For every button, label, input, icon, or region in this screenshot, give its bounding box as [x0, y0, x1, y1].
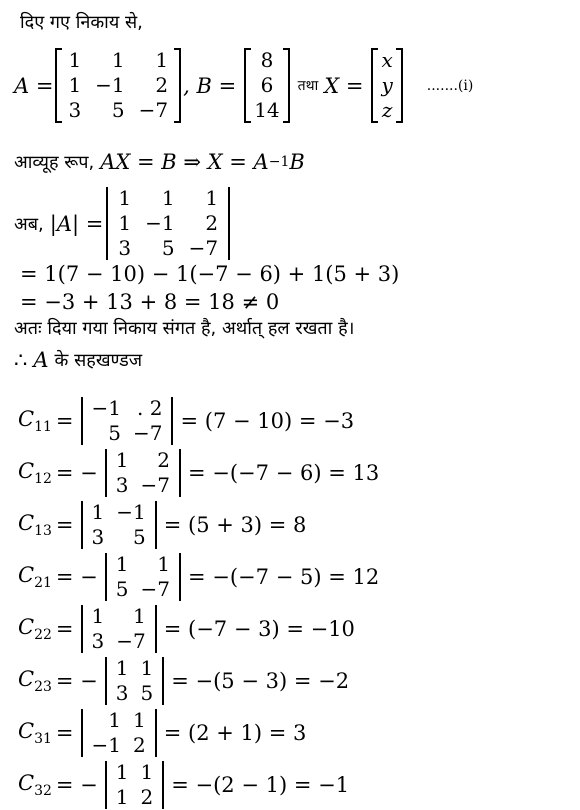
matrix-cell: 1: [133, 604, 146, 628]
matrix-form-line: [14, 150, 305, 174]
determinant-step-1: [20, 262, 399, 286]
cofactor-sign: =: [55, 721, 74, 745]
matrix-cell: −1: [95, 73, 125, 97]
matrix-cell: −1: [91, 396, 121, 420]
cofactor-minor: [80, 708, 158, 758]
matrix-form-tail: B: [289, 150, 305, 174]
determinant-value: = −3 + 13 + 8 = 18 ≠ 0: [20, 290, 280, 314]
matrix-cell: . 2: [137, 396, 163, 420]
matrix-x: [371, 48, 402, 123]
cofactor-sign: = −: [55, 669, 98, 693]
matrix-cell: 2: [155, 73, 169, 97]
matrix-cell: 1: [140, 760, 154, 784]
a-label: A =: [14, 73, 54, 98]
matrix-cell: −7: [140, 473, 170, 497]
matrix-cell: 3: [115, 681, 129, 705]
cofactor-sign: =: [55, 409, 74, 433]
determinant-label: अब,: [14, 213, 44, 235]
matrix-cell: 1: [118, 211, 132, 235]
system-definition: [14, 48, 473, 123]
determinant-step-2: [20, 290, 279, 314]
cofactor-symbol: $C_{11}$: [18, 407, 52, 435]
matrix-cell: 1: [115, 656, 129, 680]
matrix-cell: 3: [115, 473, 129, 497]
matrix-cell: 1: [91, 500, 105, 524]
matrix-cell: 5: [133, 525, 146, 549]
cofactor-symbol: $C_{23}$: [18, 667, 52, 695]
cofactor-subscript: 23: [34, 679, 52, 695]
matrix-cell: 5: [161, 236, 175, 260]
cofactor-row-22: [18, 604, 355, 654]
determinant-lhs: |A| =: [49, 211, 104, 236]
cofactor-symbol: $C_{32}$: [18, 771, 52, 799]
matrix-cell: y: [381, 73, 393, 97]
cofactor-subscript: 22: [34, 627, 52, 643]
matrix-cell: 1: [205, 186, 219, 210]
matrix-cell: 2: [157, 448, 170, 472]
inverse-exponent: −1: [268, 154, 290, 170]
matrix-cell: 3: [91, 525, 105, 549]
cofactor-symbol: $C_{13}$: [18, 511, 52, 539]
cofactor-result: = (7 − 10) = −3: [180, 409, 355, 433]
matrix-cell: 1: [155, 48, 169, 72]
matrix-cell: −1: [91, 733, 121, 757]
cofactor-symbol: $C_{12}$: [18, 459, 52, 487]
cofactor-result: = (2 + 1) = 3: [163, 721, 307, 745]
b-label: , B =: [183, 73, 237, 98]
heading-text: के सहखण्डज: [54, 350, 143, 371]
matrix-form-equation: AX = B ⇒ X = A: [100, 150, 269, 174]
determinant-expansion: = 1(7 − 10) − 1(−7 − 6) + 1(5 + 3): [20, 262, 400, 286]
cofactor-heading: [14, 348, 142, 372]
matrix-cell: 3: [91, 629, 105, 653]
cofactor-minor: [80, 500, 158, 550]
cofactor-symbol: $C_{21}$: [18, 563, 52, 591]
matrix-cell: 1: [68, 73, 82, 97]
cofactor-result: = (5 + 3) = 8: [163, 513, 307, 537]
matrix-cell: −7: [140, 577, 170, 601]
cofactor-minor: [104, 448, 182, 498]
matrix-cell: 1: [115, 785, 129, 809]
matrix-cell: 3: [118, 236, 132, 260]
matrix-cell: 1: [157, 552, 170, 576]
matrix-cell: 8: [260, 48, 274, 72]
cofactor-subscript: 31: [34, 731, 52, 747]
matrix-cell: −1: [145, 211, 175, 235]
matrix-cell: 1: [111, 48, 125, 72]
cofactor-row-21: [18, 552, 379, 602]
matrix-cell: 2: [133, 733, 146, 757]
cofactor-row-13: [18, 500, 306, 550]
heading-a: A: [33, 348, 49, 372]
cofactor-row-32: [18, 760, 349, 810]
determinant-line: [14, 186, 233, 261]
tatha-text: तथा: [297, 78, 319, 94]
matrix-cell: −7: [116, 629, 146, 653]
equation-tag: .......(i): [426, 77, 474, 94]
conclusion-text: अतः दिया गया निकाय संगत है, अर्थात् हल रखता है।: [14, 318, 355, 339]
cofactor-sign: =: [55, 513, 74, 537]
matrix-cell: 5: [111, 98, 125, 122]
matrix-cell: −7: [133, 421, 163, 445]
cofactor-minor: [104, 656, 165, 706]
matrix-cell: 1: [115, 760, 129, 784]
matrix-cell: 1: [118, 186, 132, 210]
cofactor-subscript: 13: [34, 523, 52, 539]
matrix-cell: x: [381, 48, 393, 72]
cofactor-minor: [80, 396, 175, 446]
cofactor-result: = −(5 − 3) = −2: [171, 669, 350, 693]
cofactor-result: = −(2 − 1) = −1: [171, 773, 350, 797]
matrix-cell: 1: [91, 604, 105, 628]
matrix-cell: −7: [138, 98, 169, 122]
cofactor-subscript: 11: [34, 419, 52, 435]
cofactor-result: = (−7 − 3) = −10: [163, 617, 355, 641]
cofactor-subscript: 12: [34, 471, 52, 487]
matrix-cell: 6: [260, 73, 274, 97]
matrix-form-label: आव्यूह रूप,: [14, 152, 95, 173]
matrix-cell: 3: [68, 98, 82, 122]
cofactor-row-23: [18, 656, 349, 706]
cofactor-symbol: $C_{22}$: [18, 615, 52, 643]
matrix-cell: 1: [161, 186, 175, 210]
cofactor-row-12: [18, 448, 379, 498]
matrix-cell: 1: [133, 708, 146, 732]
cofactor-sign: = −: [55, 461, 98, 485]
conclusion-line: [14, 316, 354, 340]
matrix-cell: −1: [116, 500, 146, 524]
matrix-cell: −7: [188, 236, 219, 260]
matrix-cell: 5: [115, 577, 129, 601]
matrix-cell: 1: [115, 448, 129, 472]
cofactor-minor: [80, 604, 158, 654]
matrix-cell: 1: [115, 552, 129, 576]
matrix-cell: 14: [254, 98, 280, 122]
matrix-cell: 2: [205, 211, 219, 235]
matrix-cell: 5: [140, 681, 154, 705]
cofactor-row-11: [18, 396, 354, 446]
therefore-symbol: ∴: [14, 348, 28, 372]
cofactor-row-31: [18, 708, 306, 758]
intro-line: [20, 10, 143, 34]
x-label: X =: [324, 73, 364, 98]
cofactor-minor: [104, 760, 165, 810]
determinant-a: [105, 186, 231, 261]
cofactor-sign: = −: [55, 773, 98, 797]
matrix-cell: 1: [140, 656, 154, 680]
matrix-cell: 1: [108, 708, 121, 732]
cofactor-subscript: 32: [34, 783, 52, 799]
cofactor-symbol: $C_{31}$: [18, 719, 52, 747]
matrix-cell: 2: [140, 785, 154, 809]
cofactor-result: = −(−7 − 5) = 12: [188, 565, 380, 589]
matrix-cell: 5: [108, 421, 121, 445]
cofactor-sign: =: [55, 617, 74, 641]
intro-text: दिए गए निकाय से,: [20, 12, 143, 33]
cofactor-subscript: 21: [34, 575, 52, 591]
cofactor-result: = −(−7 − 6) = 13: [188, 461, 380, 485]
cofactor-minor: [104, 552, 182, 602]
cofactor-sign: = −: [55, 565, 98, 589]
matrix-a: [55, 48, 181, 123]
matrix-cell: 1: [68, 48, 82, 72]
matrix-b: [244, 48, 289, 123]
matrix-cell: z: [381, 98, 393, 122]
